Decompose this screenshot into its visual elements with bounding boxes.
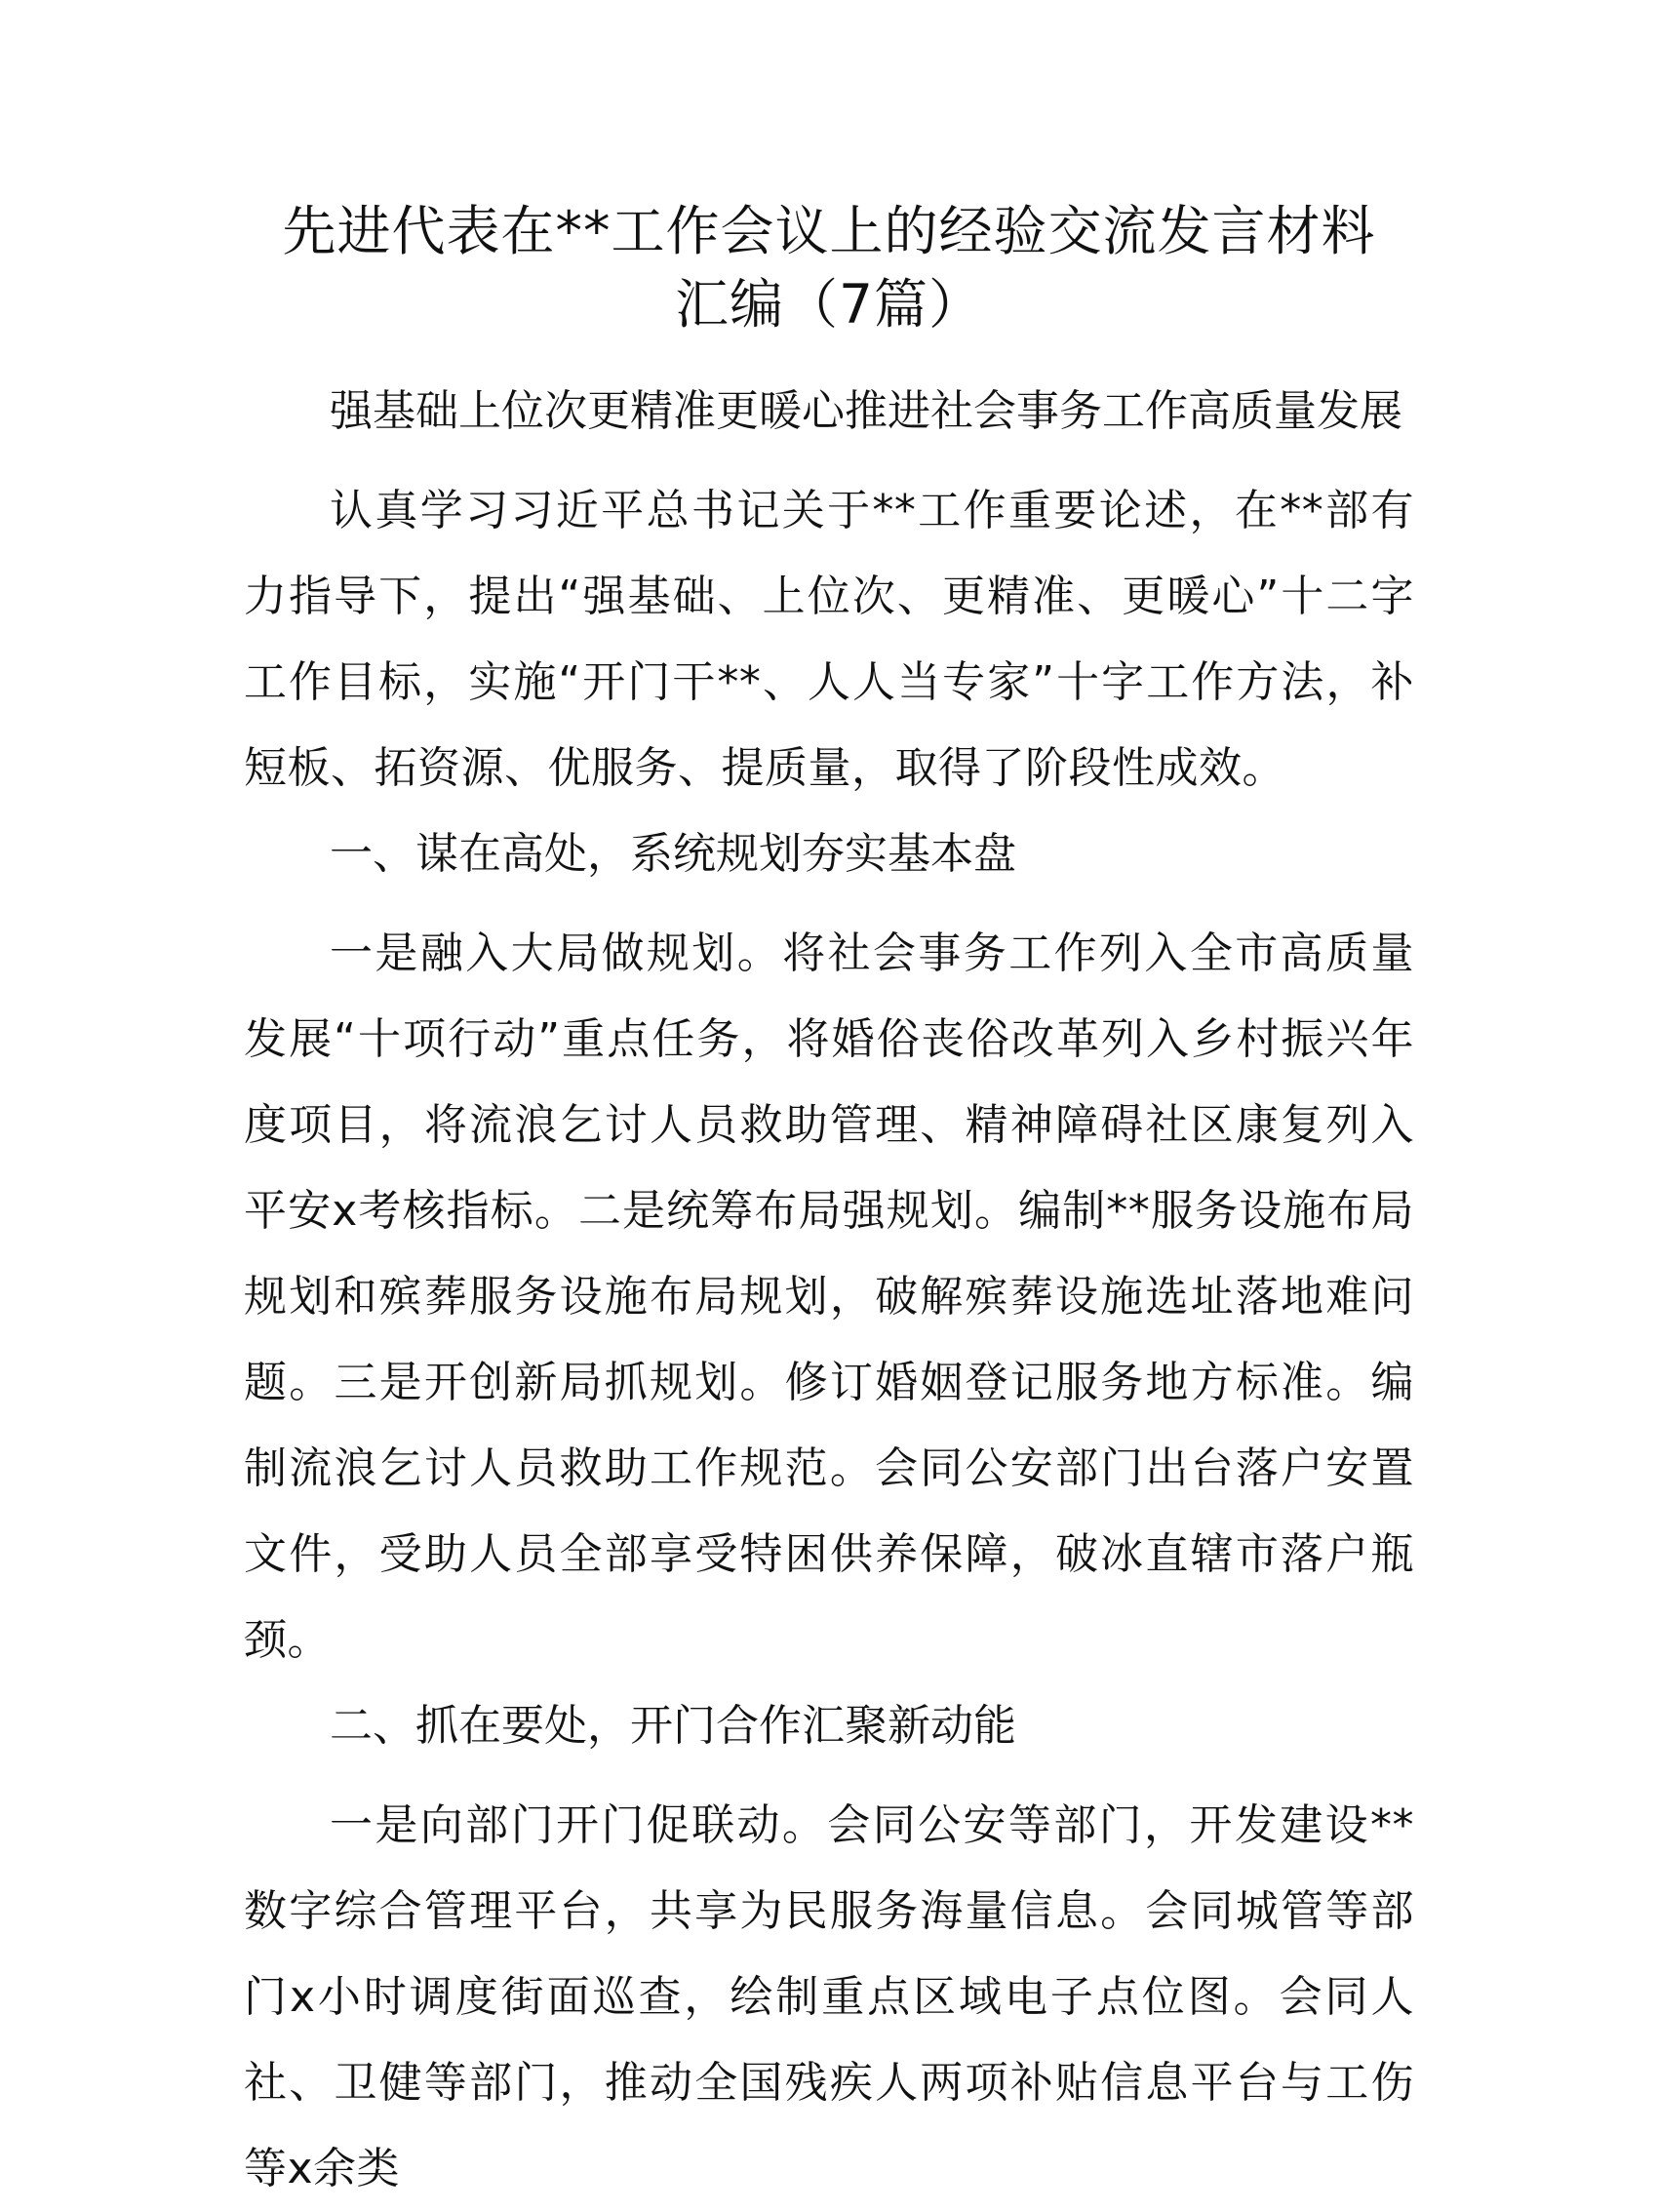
article-subtitle: 强基础上位次更精准更暖心推进社会事务工作高质量发展 [330,386,1402,436]
section-2-paragraph: 一是向部门开门促联动。会同公安等部门，开发建设**数字综合管理平台，共享为民服务海量信息。会同城管等部门x小时调度街面巡查，绘制重点区域电子点位图。会同人社、卫健等部门，推动全国残疾人两项补贴信息平台与工伤等x余类 [244,1800,1414,2193]
document-page [244,195,1414,2212]
section-2-heading: 二、抓在要处，开门合作汇聚新动能 [330,1701,1016,1751]
intro-paragraph: 认真学习习近平总书记关于**工作重要论述，在**部有力指导下，提出“强基础、上位次、更精准、更暖心”十二字工作目标，实施“开门干**、人人当专家”十字工作方法，补短板、拓资源、优服务、提质量，取得了阶段性成效。 [244,486,1414,793]
title-line-1: 先进代表在**工作会议上的经验交流发言材料 [282,200,1376,262]
document-title [244,195,1414,341]
section-1-heading: 一、谋在高处，系统规划夯实基本盘 [330,829,1016,879]
section-1-paragraph: 一是融入大局做规划。将社会事务工作列入全市高质量发展“十项行动”重点任务，将婚俗丧俗改革列入乡村振兴年度项目，将流浪乞讨人员救助管理、精神障碍社区康复列入平安x考核指标。二是统筹布局强规划。编制**服务设施布局规划和殡葬服务设施布局规划，破解殡葬设施选址落地难问题。三是开创新局抓规划。修订婚姻登记服务地方标准。编制流浪乞讨人员救助工作规范。会同公安部门出台落户安置文件，受助人员全部享受特困供养保障，破冰直辖市落户瓶颈。 [244,928,1414,1665]
title-line-2: 汇编（7篇） [675,273,983,336]
